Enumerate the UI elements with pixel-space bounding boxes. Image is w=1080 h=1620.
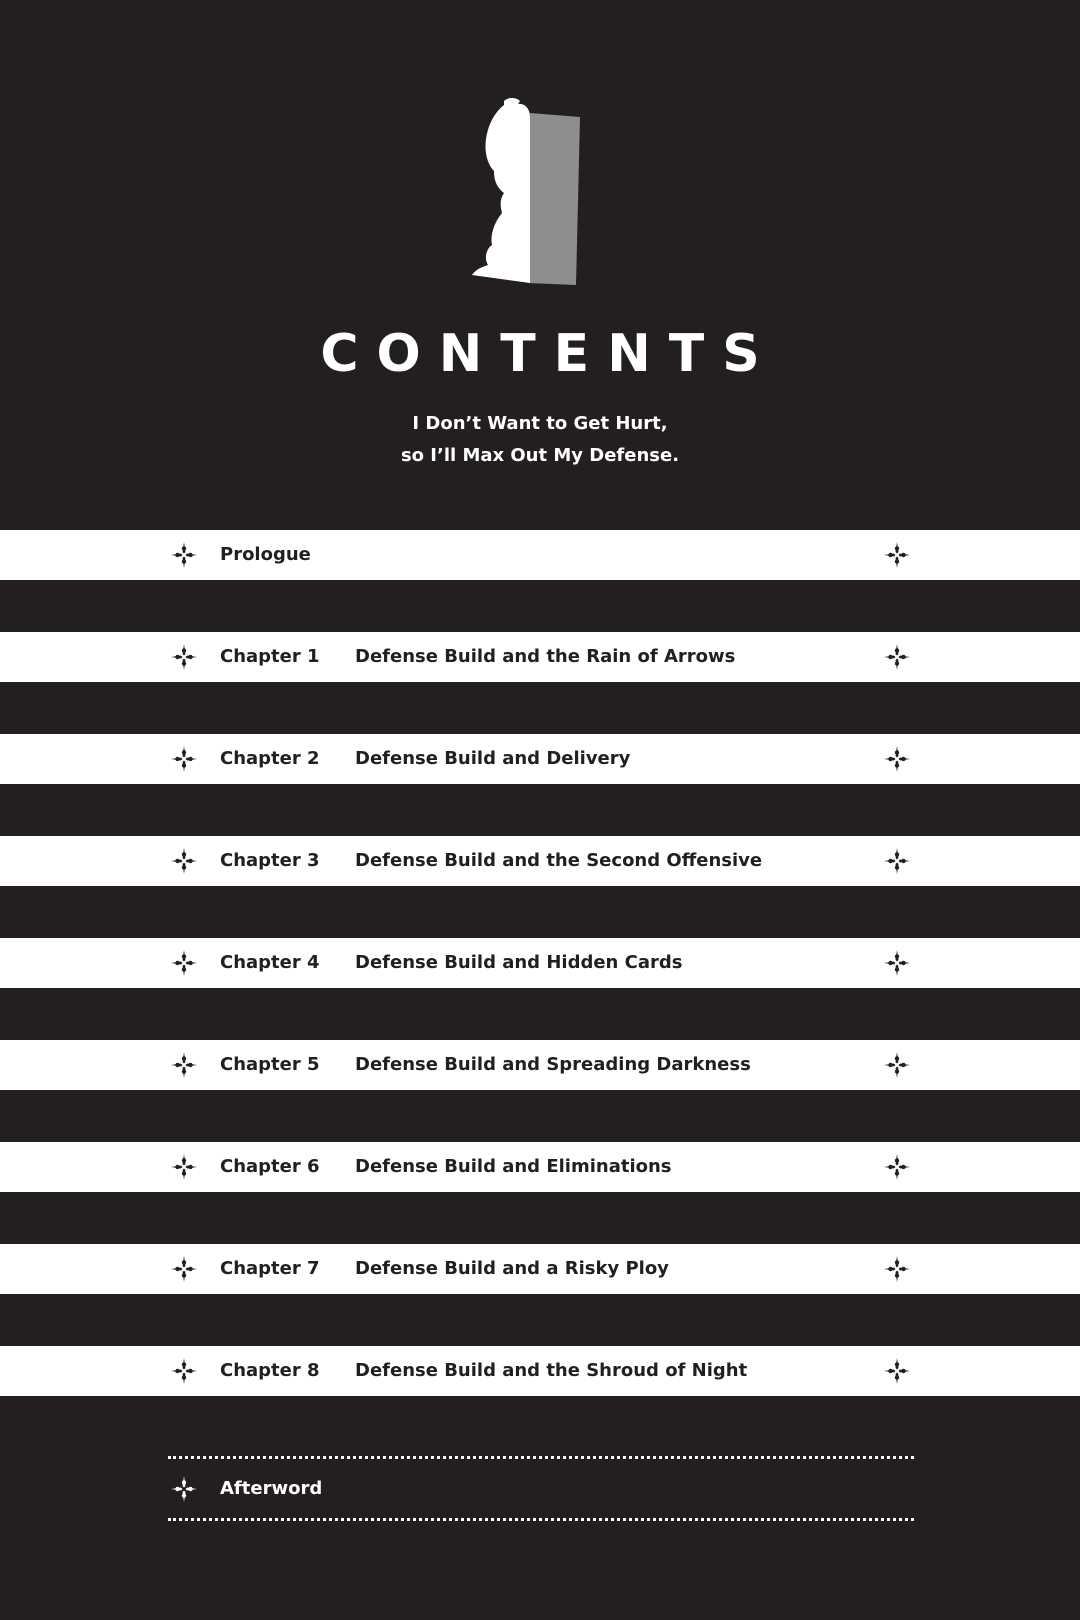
toc-entry-title: Defense Build and the Shroud of Night: [355, 1360, 748, 1381]
ornament-icon: [170, 949, 198, 977]
toc-entry-label: Chapter 5: [220, 1054, 320, 1075]
ornament-icon: [170, 1153, 198, 1181]
toc-entry-label: Chapter 8: [220, 1360, 320, 1381]
book-subtitle-line-2: so I’ll Max Out My Defense.: [400, 445, 680, 466]
ornament-icon: [170, 847, 198, 875]
ornament-icon: [883, 643, 911, 671]
toc-entry-chapter-6[interactable]: [0, 1142, 1080, 1192]
toc-entry-label: Prologue: [220, 544, 311, 565]
ornament-icon: [170, 745, 198, 773]
toc-entry-label: Chapter 4: [220, 952, 320, 973]
toc-entry-label: Chapter 3: [220, 850, 320, 871]
ornament-icon: [883, 847, 911, 875]
toc-entry-chapter-1[interactable]: [0, 632, 1080, 682]
toc-entry-label: Chapter 6: [220, 1156, 320, 1177]
ornament-icon: [883, 541, 911, 569]
toc-entry-chapter-7[interactable]: [0, 1244, 1080, 1294]
ornament-icon: [883, 1153, 911, 1181]
toc-entry-title: Defense Build and a Risky Ploy: [355, 1258, 669, 1279]
ornament-icon: [170, 643, 198, 671]
toc-entry-title: Defense Build and Delivery: [355, 748, 631, 769]
toc-entry-afterword[interactable]: [0, 1464, 1080, 1514]
ornament-icon: [883, 745, 911, 773]
toc-entry-chapter-4[interactable]: [0, 938, 1080, 988]
ornament-icon: [170, 1051, 198, 1079]
toc-entry-title: Defense Build and the Second Offensive: [355, 850, 763, 871]
toc-entry-title: Defense Build and Hidden Cards: [355, 952, 683, 973]
ornament-icon: [170, 1475, 198, 1503]
page-title: CONTENTS: [320, 324, 778, 384]
dotted-divider-bottom: [168, 1518, 914, 1521]
ornament-icon: [883, 1255, 911, 1283]
book-subtitle-line-1: I Don’t Want to Get Hurt,: [412, 413, 668, 434]
ornament-icon: [883, 949, 911, 977]
ornament-icon: [883, 1357, 911, 1385]
ornament-icon: [170, 1357, 198, 1385]
toc-entry-title: Defense Build and Spreading Darkness: [355, 1054, 751, 1075]
toc-entry-title: Defense Build and the Rain of Arrows: [355, 646, 736, 667]
toc-entry-label: Chapter 1: [220, 646, 320, 667]
toc-entry-title: Defense Build and Eliminations: [355, 1156, 672, 1177]
dotted-divider-top: [168, 1456, 914, 1459]
toc-entry-chapter-5[interactable]: [0, 1040, 1080, 1090]
ornament-icon: [170, 541, 198, 569]
toc-entry-label: Chapter 2: [220, 748, 320, 769]
girl-shield-silhouette-icon: [470, 95, 600, 290]
ornament-icon: [883, 1051, 911, 1079]
toc-entry-prologue[interactable]: [0, 530, 1080, 580]
toc-entry-label: Afterword: [220, 1478, 323, 1499]
ornament-icon: [170, 1255, 198, 1283]
toc-entry-chapter-2[interactable]: [0, 734, 1080, 784]
toc-entry-chapter-8[interactable]: [0, 1346, 1080, 1396]
toc-entry-chapter-3[interactable]: [0, 836, 1080, 886]
toc-entry-label: Chapter 7: [220, 1258, 320, 1279]
